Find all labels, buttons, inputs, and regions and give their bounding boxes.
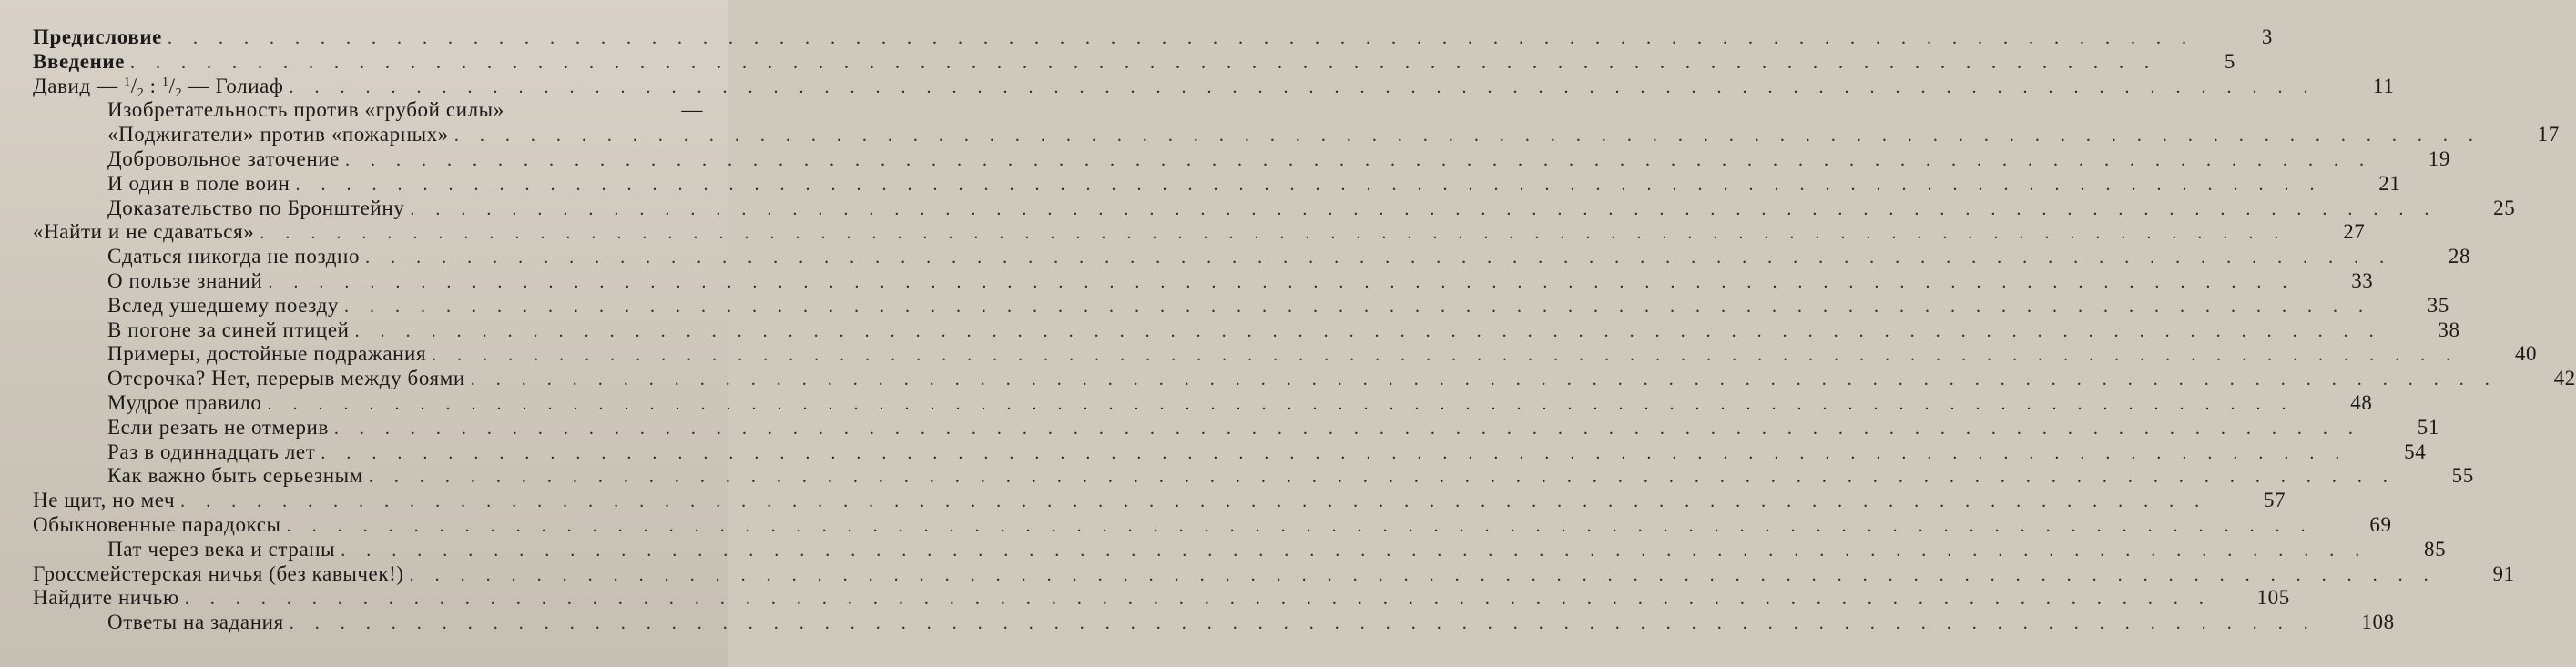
toc-entry-title: В погоне за синей птицей [107, 318, 350, 341]
toc-entry-page-number: 51 [2417, 415, 2439, 439]
dot-leader: . . . . . . . . . . . . . . . . . . . . . . . . . . . . . . . . . . . . . . . . . . . . . . . . . . . . . . . . . . . . . . . . . . . . . . . . . . . . . . . . [354, 320, 2382, 341]
dot-leader: . . . . . . . . . . . . . . . . . . . . . . . . . . . . . . . . . . . . . . . . . . . . . . . . . . . . . . . . . . . . . . . . . . . . . . . . . . . . . . . . [184, 589, 2212, 610]
toc-entry [33, 367, 2576, 391]
dot-leader: . . . . . . . . . . . . . . . . . . . . . . . . . . . . . . . . . . . . . . . . . . . . . . . . . . . . . . . . . . . . . . . . . . . . . . . . . . . . . . . . [343, 296, 2371, 317]
dot-leader: . . . . . . . . . . . . . . . . . . . . . . . . . . . . . . . . . . . . . . . . . . . . . . . . . . . . . . . . . . . . . . . . . . . . . . . . . . . . . . . . [267, 393, 2295, 414]
toc-entry [33, 123, 2560, 147]
toc-entry-page-number: 19 [2428, 147, 2450, 170]
dot-leader: . . . . . . . . . . . . . . . . . . . . . . . . . . . . . . . . . . . . . . . . . . . . . . . . . . . . . . . . . . . . . . . . . . . . . . . . . . . . . . . . [470, 369, 2498, 390]
toc-entry [33, 512, 2392, 538]
toc-entry [33, 147, 2450, 172]
toc-entry-title: Ответы на задания [107, 611, 284, 634]
toc-entry [33, 74, 2395, 100]
toc-entry [33, 537, 2447, 562]
title-fragment: 2 [175, 86, 183, 100]
dot-leader: . . . . . . . . . . . . . . . . . . . . . . . . . . . . . . . . . . . . . . . . . . . . . . . . . . . . . . . . . . . . . . . . . . . . . . . . . . . . . . . . [268, 271, 2296, 292]
toc-entry [33, 171, 2401, 197]
toc-entry-title: Введение [33, 49, 126, 73]
toc-entry-page-number: 5 [2224, 49, 2236, 73]
toc-entry-page-number: 11 [2373, 74, 2395, 97]
toc-entry [33, 586, 2290, 611]
dot-leader: . . . . . . . . . . . . . . . . . . . . . . . . . . . . . . . . . . . . . . . . . . . . . . . . . . . . . . . . . . . . . . . . . . . . . . . . . . . . . . . . [341, 540, 2368, 561]
toc-entry-page-number: 21 [2378, 171, 2401, 195]
toc-entry-page-number: 25 [2493, 196, 2516, 219]
toc-entry-page-number: 85 [2424, 537, 2447, 561]
toc-entry-page-number: 48 [2350, 390, 2373, 414]
toc-entry-page-number: 3 [2261, 25, 2273, 48]
toc-entry-title: Гроссмейстерская ничья (без кавычек!) [33, 561, 404, 585]
toc-entry [33, 220, 2366, 245]
toc-entry [33, 196, 2516, 221]
toc-entry-page-number: 69 [2369, 512, 2392, 536]
toc-entry-page-number: 57 [2263, 489, 2286, 512]
toc-entry [33, 318, 2460, 343]
toc-entry-page-number: 105 [2256, 586, 2290, 610]
toc-entry-title: Обыкновенные парадоксы [33, 512, 281, 536]
toc-entry-page-number: 17 [2537, 123, 2560, 147]
dot-leader: . . . . . . . . . . . . . . . . . . . . . . . . . . . . . . . . . . . . . . . . . . . . . . . . . . . . . . . . . . . . . . . . . . . . . . . . . . . . . . . . [409, 564, 2437, 585]
dot-leader: . . . . . . . . . . . . . . . . . . . . . . . . . . . . . . . . . . . . . . . . . . . . . . . . . . . . . . . . . . . . . . . . . . . . . . . . . . . . . . . . [289, 613, 2316, 634]
toc-entry-page-number: 40 [2514, 342, 2538, 366]
toc-entry-page-number: 38 [2438, 318, 2460, 341]
dot-leader: . . . . . . . . . . . . . . . . . . . . . . . . . . . . . . . . . . . . . . . . . . . . . . . . . . . . . . . . . . . . . . . . . . . . . . . . . . . . . . . . [286, 515, 2314, 536]
toc-entry [33, 49, 2236, 75]
toc-entry-page-number: 33 [2351, 268, 2374, 292]
toc-entry-page-number: 54 [2404, 440, 2427, 463]
toc-entry-page-number: 42 [2553, 367, 2576, 390]
toc-entry-title: Вслед ушедшему поезду [107, 293, 339, 317]
title-fragment: 1 [124, 75, 131, 89]
toc-entry-title: Доказательство по Бронштейну [107, 196, 405, 219]
toc-entry-title: И один в поле воин [107, 171, 290, 195]
toc-entry [33, 245, 2471, 269]
dot-leader: . . . . . . . . . . . . . . . . . . . . . . . . . . . . . . . . . . . . . . . . . . . . . . . . . . . . . . . . . . . . . . . . . . . . . . . . . . . . . . . . [344, 149, 2372, 170]
dot-leader: . . . . . . . . . . . . . . . . . . . . . . . . . . . . . . . . . . . . . . . . . . . . . . . . . . . . . . . . . . . . . . . . . . . . . . . . . . . . . . . . [410, 198, 2438, 219]
dot-leader: . . . . . . . . . . . . . . . . . . . . . . . . . . . . . . . . . . . . . . . . . . . . . . . . . . . . . . . . . . . . . . . . . . . . . . . . . . . . . . . . [180, 491, 2208, 512]
title-fragment: Давид — [33, 74, 125, 97]
toc-entry-title: Примеры, достойные подражания [107, 342, 427, 366]
toc-entry-page-number: — [681, 98, 703, 122]
toc-entry-title: Пат через века и страны [107, 537, 336, 561]
toc-entry-title: Найдите ничью [33, 586, 179, 610]
toc-entry-title: Раз в одиннадцать лет [107, 440, 316, 463]
dot-leader: . . . . . . . . . . . . . . . . . . . . . . . . . . . . . . . . . . . . . . . . . . . . . . . . . . . . . . . . . . . . . . . . . . . . . . . . . . . . . . . . [432, 345, 2459, 366]
toc-entry [33, 293, 2449, 318]
toc-entry [33, 440, 2427, 465]
title-fragment: 2 [137, 86, 145, 100]
dot-leader: . . . . . . . . . . . . . . . . . . . . . . . . . . . . . . . . . . . . . . . . . . . . . . . . . . . . . . . . . . . . . . . . . . . . . . . . . . . . . . . . [130, 52, 2158, 73]
title-fragment: — Голиаф [182, 74, 284, 97]
toc-entry-title: Как важно быть серьезным [107, 464, 363, 488]
dot-leader: . . . . . . . . . . . . . . . . . . . . . . . . . . . . . . . . . . . . . . . . . . . . . . . . . . . . . . . . . . . . . . . . . . . . . . . . . . . . . . . . [321, 442, 2348, 463]
toc-entry-page-number: 108 [2361, 611, 2395, 634]
title-fragment: : [144, 74, 162, 97]
dot-leader: . . . . . . . . . . . . . . . . . . . . . . . . . . . . . . . . . . . . . . . . . . . . . . . . . . . . . . . . . . . . . . . . . . . . . . . . . . . . . . . . [365, 248, 2393, 268]
toc-entry-page-number: 91 [2492, 561, 2515, 585]
toc-entry [33, 464, 2474, 489]
toc-entry-title: «Поджигатели» против «пожарных» [107, 123, 449, 147]
toc-entry [33, 268, 2374, 294]
toc-entry [33, 611, 2395, 635]
toc-entry [33, 489, 2286, 513]
toc-entry-title: Не щит, но меч [33, 489, 176, 512]
toc-entry-page-number: 27 [2343, 220, 2366, 244]
dot-leader: . . . . . . . . . . . . . . . . . . . . . . . . . . . . . . . . . . . . . . . . . . . . . . . . . . . . . . . . . . . . . . . . . . . . . . . . . . . . . . . . [368, 467, 2396, 488]
toc-entry-title: О пользе знаний [107, 268, 263, 292]
toc-entry [33, 98, 703, 123]
toc-entry-page-number: 35 [2427, 293, 2449, 317]
toc-entry [33, 390, 2373, 416]
toc-entry-title: Если резать не отмерив [107, 415, 329, 439]
toc-entry-title: Предисловие [33, 25, 162, 48]
dot-leader: . . . . . . . . . . . . . . . . . . . . . . . . . . . . . . . . . . . . . . . . . . . . . . . . . . . . . . . . . . . . . . . . . . . . . . . . . . . . . . . . [260, 223, 2287, 244]
toc-entry-page-number: 55 [2451, 464, 2474, 488]
dot-leader: . . . . . . . . . . . . . . . . . . . . . . . . . . . . . . . . . . . . . . . . . . . . . . . . . . . . . . . . . . . . . . . . . . . . . . . . . . . . . . . . [333, 418, 2361, 439]
toc-entry [33, 415, 2439, 440]
toc-entry [33, 561, 2515, 587]
toc-entry-page-number: 28 [2448, 245, 2471, 268]
toc-entry [33, 25, 2273, 50]
dot-leader: . . . . . . . . . . . . . . . . . . . . . . . . . . . . . . . . . . . . . . . . . . . . . . . . . . . . . . . . . . . . . . . . . . . . . . . . . . . . . . . . [453, 126, 2481, 147]
toc-entry-title: «Найти и не сдаваться» [33, 220, 255, 244]
dot-leader: . . . . . . . . . . . . . . . . . . . . . . . . . . . . . . . . . . . . . . . . . . . . . . . . . . . . . . . . . . . . . . . . . . . . . . . . . . . . . . . . [289, 76, 2316, 97]
toc-entry-title: Сдаться никогда не поздно [107, 245, 361, 268]
title-fragment: 1 [162, 75, 169, 89]
toc-entry-title: Добровольное заточение [107, 147, 340, 170]
dot-leader: . . . . . . . . . . . . . . . . . . . . . . . . . . . . . . . . . . . . . . . . . . . . . . . . . . . . . . . . . . . . . . . . . . . . . . . . . . . . . . . . [295, 174, 2323, 195]
toc-entry-title: Мудрое правило [107, 390, 262, 414]
toc-entry-title: Отсрочка? Нет, перерыв между боями [107, 367, 465, 390]
toc-entry-title: Изобретательность против «грубой силы» [107, 98, 504, 122]
table-of-contents [33, 25, 2576, 635]
dot-leader: . . . . . . . . . . . . . . . . . . . . . . . . . . . . . . . . . . . . . . . . . . . . . . . . . . . . . . . . . . . . . . . . . . . . . . . . . . . . . . . . [168, 28, 2194, 48]
toc-entry-title: Давид — $^1$/2 : $^1$/2 — Голиаф [33, 74, 284, 100]
toc-entry [33, 342, 2538, 367]
